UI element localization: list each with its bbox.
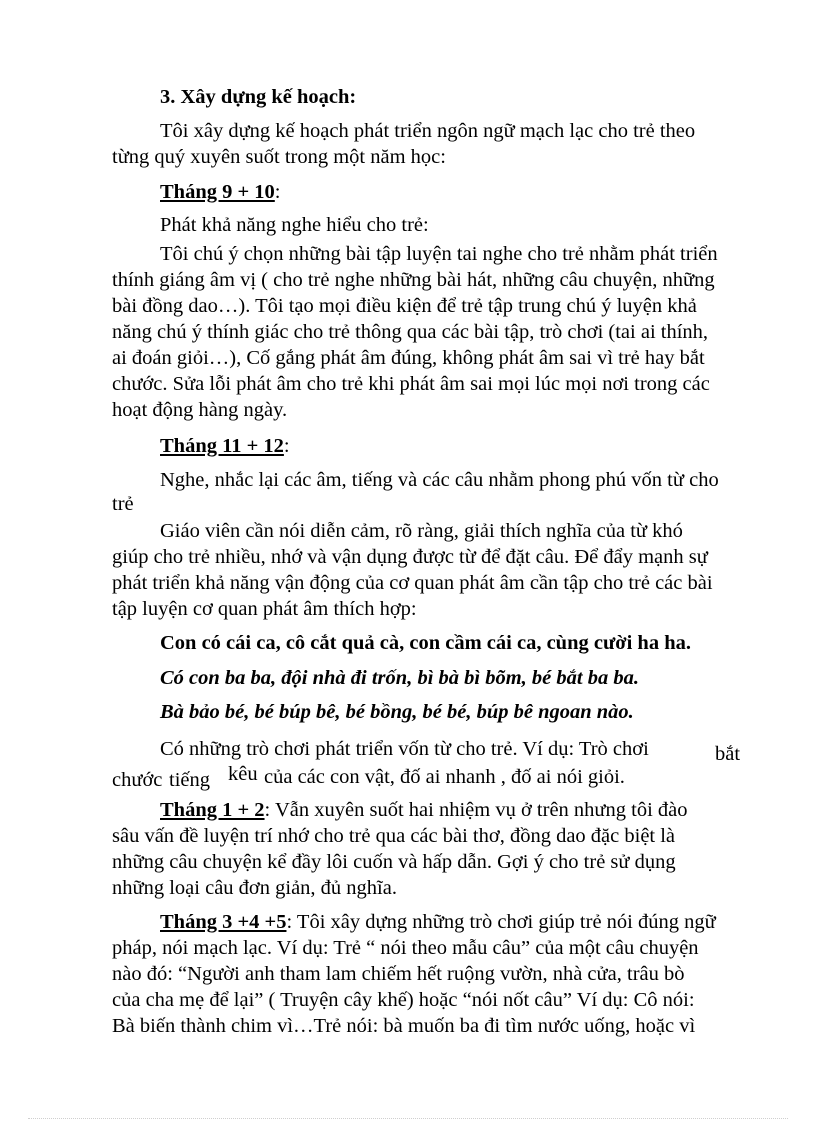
paragraph-line: bài đồng dao…). Tôi tạo mọi điều kiện để trẻ tập trung chú ý luyện khả	[112, 295, 697, 317]
paragraph-line: Nghe, nhắc lại các âm, tiếng và các câu nhằm phong phú vốn từ cho	[160, 469, 719, 491]
paragraph-line: sâu vấn đề luyện trí nhớ cho trẻ qua các bài thơ, đồng dao đặc biệt là	[112, 825, 676, 847]
paragraph-line: những câu chuyện kể đầy lôi cuốn và hấp dẫn. Gợi ý cho trẻ sử dụng	[112, 851, 676, 873]
intro-line-1: Tôi xây dựng kế hoạch phát triển ngôn ngữ mạch lạc cho trẻ theo	[160, 120, 696, 142]
paragraph-line: chước. Sửa lỗi phát âm cho trẻ khi phát âm sai mọi lúc mọi nơi trong các	[112, 373, 710, 395]
paragraph-line: ai đoán giỏi…), Cố gắng phát âm đúng, không phát âm sai vì trẻ hay bắt	[112, 347, 705, 369]
paragraph-line: pháp, nói mạch lạc. Ví dụ: Trẻ “ nói theo mẫu câu” của một câu chuyện	[112, 937, 699, 959]
month-heading-3-4-5	[160, 909, 716, 935]
month-colon: :	[274, 181, 281, 203]
listening-subtitle: Phát khả năng nghe hiểu cho trẻ:	[160, 214, 429, 236]
word-bat: bắt	[715, 743, 741, 765]
month-text: : Tôi xây dựng những trò chơi giúp trẻ nói đúng ngữ	[286, 911, 716, 933]
paragraph-line: Tôi chú ý chọn những bài tập luyện tai nghe cho trẻ nhằm phát triển	[160, 243, 718, 265]
month-label-1-2: Tháng 1 + 2	[160, 799, 265, 821]
paragraph-line: Bà biến thành chim vì…Trẻ nói: bà muốn ba đi tìm nước uống, hoặc vì	[112, 1015, 696, 1037]
month-colon: :	[283, 435, 290, 457]
paragraph-line: giúp cho trẻ nhiều, nhớ và vận dụng được từ để đặt câu. Để đẩy mạnh sự	[112, 546, 708, 568]
paragraph-line: những loại câu đơn giản, đủ nghĩa.	[112, 877, 397, 899]
month-heading-11-12	[160, 433, 290, 459]
paragraph-line: thính giáng âm vị ( cho trẻ nghe những bài hát, những câu chuyện, những	[112, 269, 715, 291]
games-rest: của các con vật, đố ai nhanh , đố ai nói giỏi.	[264, 766, 625, 788]
month-text: : Vẫn xuyên suốt hai nhiệm vụ ở trên nhưng tôi đào	[264, 799, 688, 821]
tongue-twister-2: Có con ba ba, đội nhà đi trốn, bì bà bì bõm, bé bắt ba ba.	[160, 667, 639, 689]
tongue-twister-3: Bà bảo bé, bé búp bê, bé bồng, bé bé, búp bê ngoan nào.	[160, 701, 634, 723]
paragraph-line: Có những trò chơi phát triển vốn từ cho trẻ. Ví dụ: Trò chơi	[160, 738, 649, 760]
month-heading-1-2	[160, 797, 688, 823]
tongue-twister-1: Con có cái ca, cô cắt quả cà, con cầm cái ca, cùng cười ha ha.	[160, 632, 691, 654]
paragraph-line: trẻ	[112, 493, 134, 515]
word-tieng: tiếng	[169, 769, 210, 791]
month-label-9-10: Tháng 9 + 10	[160, 181, 275, 203]
paragraph-line: phát triển khả năng vận động của cơ quan phát âm cần tập cho trẻ các bài	[112, 572, 713, 594]
month-label-11-12: Tháng 11 + 12	[160, 435, 284, 457]
page-bottom-divider	[28, 1118, 788, 1119]
paragraph-line: nào đó: “Người anh tham lam chiếm hết ruộng vườn, nhà cửa, trâu bò	[112, 963, 685, 985]
paragraph-line: năng chú ý thính giác cho trẻ thông qua các bài tập, trò chơi (tai ai thính,	[112, 321, 709, 343]
word-keu: kêu	[228, 763, 258, 785]
month-label-3-4-5: Tháng 3 +4 +5	[160, 911, 287, 933]
month-heading-9-10	[160, 179, 281, 205]
word-chuoc: chước	[112, 769, 163, 791]
paragraph-line: hoạt động hàng ngày.	[112, 399, 288, 421]
paragraph-line: của cha mẹ để lại” ( Truyện cây khế) hoặc “nói nốt câu” Ví dụ: Cô nói:	[112, 989, 695, 1011]
section-heading: 3. Xây dựng kế hoạch:	[160, 86, 357, 108]
paragraph-line: tập luyện cơ quan phát âm thích hợp:	[112, 598, 417, 620]
paragraph-line: Giáo viên cần nói diễn cảm, rõ ràng, giải thích nghĩa của từ khó	[160, 520, 683, 542]
intro-line-2: từng quý xuyên suốt trong một năm học:	[112, 146, 446, 168]
